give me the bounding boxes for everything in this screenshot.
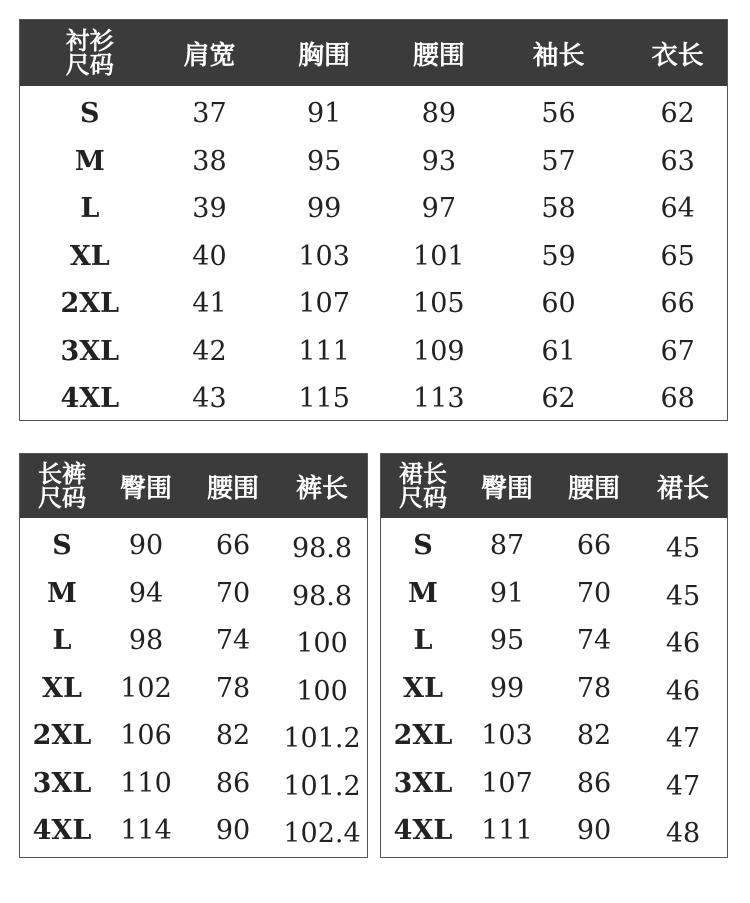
table-cell: 46 [665,675,701,707]
size-label: L [80,193,100,225]
table-cell: 60 [541,288,576,320]
table-cell: 41 [192,288,227,320]
corner-label [20,459,104,512]
size-label: S [80,98,100,130]
size-label: L [52,625,72,657]
size-label: S [52,530,72,562]
table-row [381,617,727,665]
size-label: 4XL [393,815,453,847]
table-cell: 100 [296,675,348,707]
table-cell: 111 [298,335,350,367]
table-cell: 63 [660,145,695,177]
column-header: 腰围 [206,473,259,504]
column-header: 肩宽 [183,40,236,71]
table-cell: 37 [192,98,227,130]
table-cell: 66 [660,288,695,320]
table-row [20,233,727,281]
table-cell: 45 [665,533,701,565]
table-cell: 97 [421,193,456,225]
table-row [381,807,727,855]
size-label: 2XL [393,720,453,752]
table-cell: 110 [120,767,172,799]
size-label: 2XL [32,720,92,752]
table-cell: 109 [413,335,465,367]
skirt-size-table [380,453,728,858]
table-body [20,86,727,423]
table-row [20,90,727,138]
table-cell: 70 [215,577,251,609]
table-row [20,328,727,376]
table-cell: 99 [489,672,525,704]
size-label: 4XL [32,815,92,847]
table-cell: 57 [541,145,576,177]
table-cell: 115 [298,383,350,415]
table-cell: 70 [576,577,612,609]
table-cell: 90 [215,815,251,847]
table-row [20,665,367,713]
table-row [20,138,727,186]
table-cell: 42 [192,335,227,367]
size-label: S [413,530,433,562]
size-label: 4XL [60,383,120,415]
table-row [20,807,367,855]
table-cell: 91 [489,577,525,609]
size-label: 3XL [32,767,92,799]
table-cell: 101.2 [283,723,361,755]
table-cell: 114 [120,815,172,847]
table-cell: 66 [215,530,251,562]
size-label: 2XL [60,288,120,320]
table-cell: 47 [665,770,701,802]
table-cell: 82 [215,720,251,752]
table-body [20,518,367,855]
table-cell: 43 [192,383,227,415]
table-cell: 101.2 [283,770,361,802]
table-cell: 102.4 [283,818,361,850]
table-cell: 99 [306,193,342,225]
table-header [381,454,727,518]
table-row [20,570,367,618]
table-cell: 98 [128,625,164,657]
table-cell: 93 [421,145,456,177]
table-cell: 62 [660,98,695,130]
table-cell: 78 [576,672,612,704]
table-cell: 87 [489,530,525,562]
table-row [20,617,367,665]
table-cell: 101 [413,240,465,272]
size-label: M [74,145,105,177]
column-header: 腰围 [412,40,465,71]
table-cell: 86 [576,767,612,799]
table-cell: 94 [128,577,164,609]
corner-label-line1: 衬衫 [65,26,114,55]
table-row [381,665,727,713]
table-cell: 91 [306,98,342,130]
table-cell: 59 [541,240,576,272]
size-label: 3XL [60,335,120,367]
table-cell: 74 [215,625,251,657]
column-header: 腰围 [567,473,620,504]
table-row [20,760,367,808]
corner-label [381,459,465,512]
table-header [20,454,367,518]
table-cell: 90 [576,815,612,847]
table-row [381,522,727,570]
corner-label [20,26,160,79]
table-cell: 45 [665,580,701,612]
size-label: L [413,625,433,657]
table-cell: 68 [660,383,695,415]
column-header: 胸围 [298,40,351,71]
column-header: 裤长 [295,473,348,504]
table-cell: 106 [120,720,172,752]
table-row [20,375,727,423]
size-label: XL [403,672,443,704]
corner-label-line2: 尺码 [38,483,86,512]
column-header: 裙长 [656,473,709,504]
table-cell: 67 [660,335,695,367]
table-cell: 74 [576,625,612,657]
table-header [20,20,727,86]
table-row [20,280,727,328]
table-row [20,712,367,760]
table-cell: 46 [665,628,701,660]
table-cell: 78 [215,672,251,704]
size-label: XL [69,240,110,272]
column-header: 臀围 [480,473,533,504]
table-row [20,522,367,570]
table-cell: 89 [421,98,456,130]
corner-label-line1: 长裤 [38,459,86,488]
table-cell: 113 [413,383,465,415]
table-cell: 48 [665,818,701,850]
table-body [381,518,727,855]
table-cell: 64 [660,193,695,225]
table-cell: 82 [576,720,612,752]
table-row [381,570,727,618]
table-cell: 95 [489,625,525,657]
table-cell: 95 [306,145,342,177]
table-cell: 40 [192,240,227,272]
table-cell: 66 [576,530,612,562]
pants-size-table [19,453,368,858]
table-cell: 98.8 [291,580,353,612]
table-cell: 56 [541,98,576,130]
table-cell: 103 [298,240,350,272]
corner-label-line1: 裙长 [399,459,447,488]
table-row [381,712,727,760]
table-cell: 39 [192,193,227,225]
size-label: M [47,577,77,609]
table-cell: 105 [413,288,465,320]
size-label: 3XL [393,767,453,799]
table-row [381,760,727,808]
table-cell: 90 [128,530,164,562]
column-header: 袖长 [532,40,585,71]
table-cell: 107 [298,288,350,320]
table-cell: 61 [541,335,576,367]
table-cell: 100 [296,628,348,660]
table-cell: 62 [541,383,576,415]
table-cell: 58 [541,193,576,225]
corner-label-line2: 尺码 [399,483,447,512]
table-row [20,185,727,233]
shirt-size-table [19,19,728,421]
size-label: M [408,577,438,609]
column-header: 臀围 [119,473,172,504]
table-cell: 102 [120,672,172,704]
table-cell: 98.8 [291,533,353,565]
table-cell: 38 [192,145,227,177]
column-header: 衣长 [651,40,704,71]
size-label: XL [42,672,82,704]
table-cell: 111 [481,815,533,847]
table-cell: 103 [481,720,533,752]
table-cell: 86 [215,767,251,799]
table-cell: 47 [665,723,701,755]
table-cell: 65 [660,240,695,272]
corner-label-line2: 尺码 [65,50,114,79]
table-cell: 107 [481,767,533,799]
